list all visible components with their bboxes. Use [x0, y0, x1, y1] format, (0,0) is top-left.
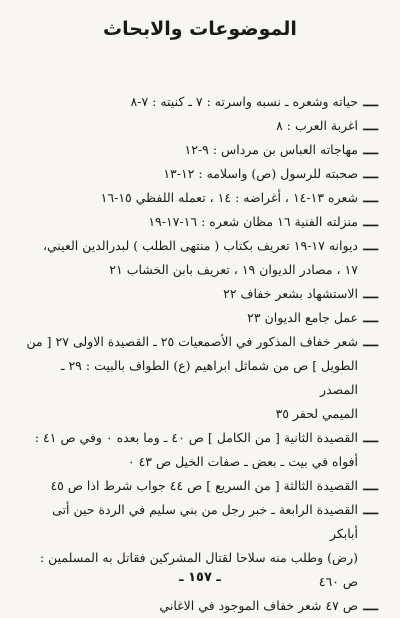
entry-text-line: القصيدة الثالثة [ من السريع ] ص ٤٤ جواب شرط اذا ص ٤٥	[50, 478, 358, 493]
entry-text-line: مهاجاته العباس بن مرداس : ٩-١٢	[184, 142, 358, 157]
entry-dash: ــــ	[363, 478, 378, 493]
entry-text-line: صحبته للرسول (ص) واسلامه : ١٢-١٣	[163, 166, 358, 181]
page-number: ـ ١٥٧ ـ	[179, 570, 221, 585]
entry-dash: ــــ	[363, 286, 378, 301]
entry-text-line: اغربة العرب : ٨	[276, 118, 358, 133]
entry-text-line: الطويل ] ص من شماثل ابراهيم (ع) الطواف بالبيت : ٢٩ ـ المصدر	[60, 358, 358, 397]
contents-entry	[22, 234, 378, 282]
entry-dash: ــــ	[363, 142, 378, 157]
entry-dash: ــــ	[363, 94, 378, 109]
entry-text-line: القصيدة الرابعة ـ خبر رجل من بني سليم في الردة حين أتى أبابكر	[52, 502, 358, 541]
entry-text-line: أفواه في بيت ـ بعض ـ صفات الخيل ص ٤٣ ٠	[127, 454, 358, 469]
contents-entry	[22, 186, 378, 210]
entry-text-line: ديوانه ١٧-١٩ تعريف بكتاب ( منتهى الطلب ) لبدرالدين العيني،	[42, 238, 358, 253]
contents-entry	[22, 114, 378, 138]
entry-text-line: حياته وشعره ـ نسبه واسرته : ٧ ـ كنيته : ٧-٨	[130, 94, 358, 109]
page-title: الموضوعات والابحاث	[103, 18, 297, 40]
entry-dash: ــــ	[363, 502, 378, 517]
entry-text-line: القصيدة الثانية [ من الكامل ] ص ٤٠ ـ وما بعده ٠ وفي ص ٤١ :	[34, 430, 358, 445]
entry-dash: ــــ	[363, 238, 378, 253]
entry-dash: ــــ	[363, 430, 378, 445]
entry-text-line: الميمي لحفر ٣٥	[275, 406, 358, 421]
contents-list	[22, 90, 378, 618]
contents-entry	[22, 282, 378, 306]
contents-entry	[22, 306, 378, 330]
contents-entry	[22, 474, 378, 498]
contents-entry	[22, 90, 378, 114]
entry-text-line: شعره ١٣-١٤ ، أغراضه : ١٤ ، تعمله اللفظي ١٥-١٦	[100, 190, 358, 205]
contents-entry	[22, 330, 378, 426]
entry-dash: ــــ	[363, 310, 378, 325]
entry-text-line: عمل جامع الديوان ٢٣	[247, 310, 358, 325]
contents-entry	[22, 594, 378, 618]
entry-dash: ــــ	[363, 334, 378, 349]
entry-dash: ــــ	[363, 214, 378, 229]
entry-text-line: منزلته الفنية ١٦ مظان شعره : ١٦-١٧-١٩	[148, 214, 358, 229]
contents-entry	[22, 162, 378, 186]
entry-dash: ــــ	[363, 166, 378, 181]
contents-entry	[22, 138, 378, 162]
entry-text-line: شعر خفاف المذكور في الأصمعيات ٢٥ ـ القصيدة الاولى ٢٧ [ من	[26, 334, 358, 349]
contents-entry	[22, 210, 378, 234]
entry-text-line: الاستشهاد بشعر خفاف ٢٢	[223, 286, 358, 301]
entry-dash: ــــ	[363, 190, 378, 205]
entry-dash: ــــ	[363, 118, 378, 133]
entry-text-line: (رض) وطلب منه سلاحا لقتال المشركين فقاتل به المسلمين : ص ٤٦٠	[39, 550, 358, 589]
entry-text-line: ١٧ ، مصادر الديوان ١٩ ، تعريف بابن الخشاب ٢١	[109, 262, 358, 277]
contents-entry	[22, 426, 378, 474]
entry-text-line: ص ٤٧ شعر خفاف الموجود في الاغاني	[159, 598, 358, 613]
entry-dash: ــــ	[363, 598, 378, 613]
